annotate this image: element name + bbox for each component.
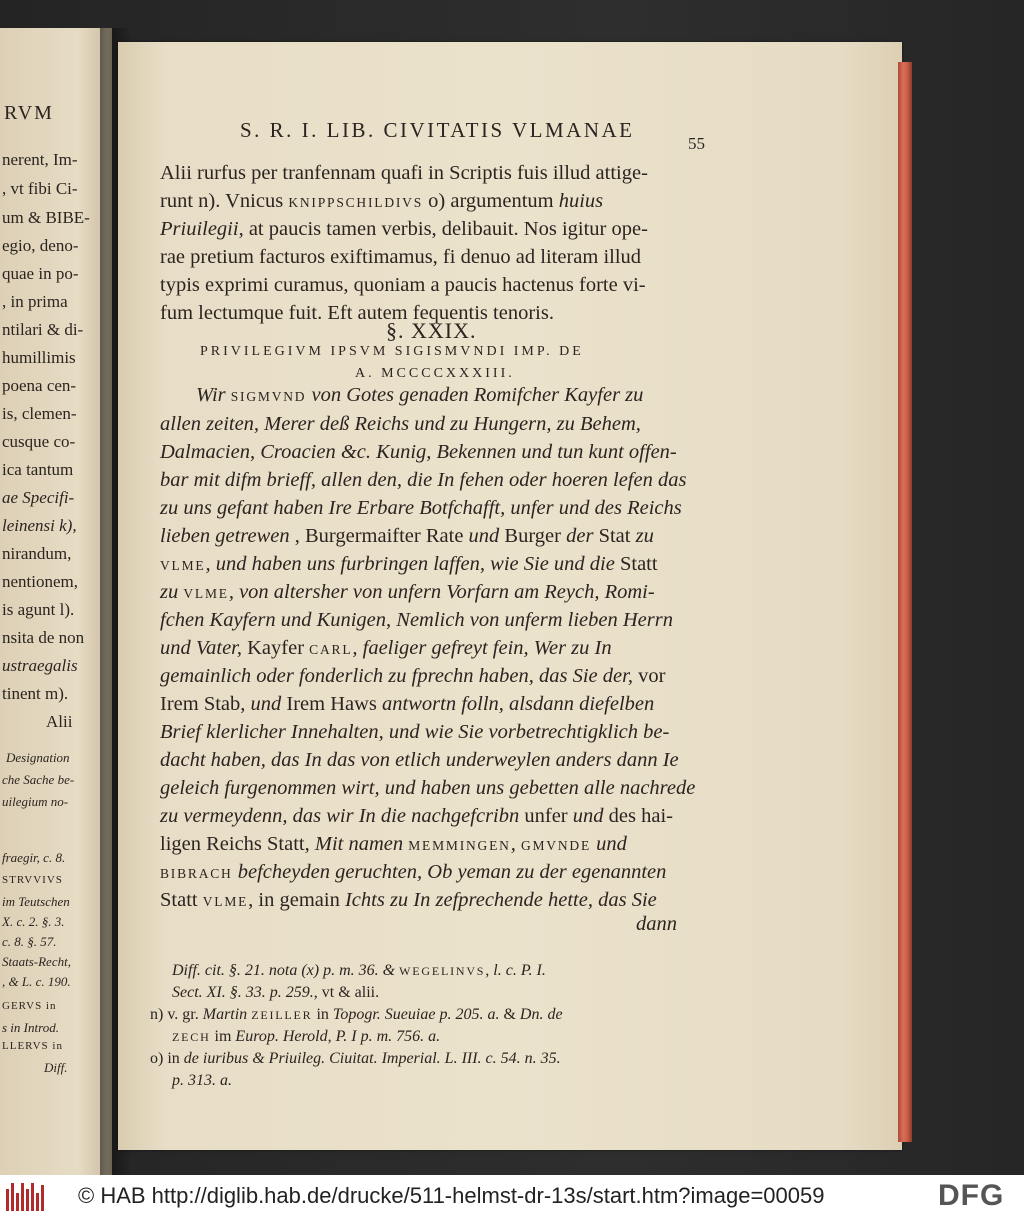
privilege-title: PRIVILEGIVM IPSVM SIGISMVNDI IMP. DE [200,344,584,359]
left-note: fraegir, c. 8. [2,850,66,865]
running-head: S. R. I. LIB. CIVITATIS VLMANAE [240,118,635,142]
text-line: rae pretium facturos exiftimamus, fi denuo ad literam illud [160,246,642,268]
left-line: , in prima [2,292,68,311]
left-line: humillimis [2,348,76,367]
left-line: is, clemen- [2,404,77,423]
catchword: dann [636,913,677,935]
dfg-logo: DFG [938,1179,1005,1212]
text-line: Priuilegii, at paucis tamen verbis, delibauit. Nos igitur ope- [160,218,648,240]
text-line: ligen Reichs Statt, Mit namen MEMMINGEN, GMVNDE und [160,833,627,855]
left-note: , & L. c. 190. [2,974,71,989]
text-line: bar mit difm brieff, allen den, die In fehen oder hoeren lefen das [160,469,687,491]
text-line: Alii rurfus per tranfennam quafi in Scriptis fuis illud attige- [160,162,648,184]
left-line: ae Specifi- [2,488,75,507]
left-note: GERVS in [2,1000,57,1012]
left-line: leinensi k), [2,516,77,535]
left-note: che Sache be- [2,772,75,787]
left-line: Alii [46,712,73,731]
left-line: cusque co- [2,432,76,451]
text-line: Dalmacien, Croacien &c. Kunig, Bekennen und tun kunt offen- [160,441,677,463]
left-line: egio, deno- [2,236,79,255]
text-line: fum lectumque fuit. Eft autem fequentis tenoris. [160,302,554,324]
left-line: nsita de non [2,628,85,647]
text-line: BIBRACH befcheyden geruchten, Ob yeman zu der egenannten [160,861,667,883]
left-note: STRVVIVS [2,874,63,886]
text-line: zu VLME, von altersher von unfern Vorfarn am Reych, Romi- [160,581,655,603]
left-line: poena cen- [2,376,77,395]
text-line: allen zeiten, Merer deß Reichs und zu Hungern, zu Behem, [160,413,641,435]
text-line: Brief klerlicher Innehalten, und wie Sie vorbetrechtigklich be- [160,721,670,743]
left-line: um & BIBE- [2,208,90,227]
footnote-line: n) v. gr. Martin ZEILLER in Topogr. Sueuiae p. 205. a. & Dn. de [150,1006,563,1023]
page-number: 55 [688,134,705,153]
left-note: Staats-Recht, [2,954,71,969]
hab-logo-icon [6,1181,48,1211]
left-line: nirandum, [2,544,72,563]
left-note: Designation [6,750,70,765]
left-line: nentionem, [2,572,79,591]
left-note: LLERVS in [2,1040,63,1052]
text-line: dacht haben, das In das von etlich underweylen anders dann Ie [160,749,679,771]
text-line: Statt VLME, in gemain Ichts zu In zefprechende hette, das Sie [160,889,657,911]
text-line: gemainlich oder fonderlich zu fprechn haben, das Sie der, vor [160,665,666,687]
text-line: zu vermeydenn, das wir In die nachgefcribn unfer und des hai- [160,805,673,827]
text-line: Wir SIGMVND von Gotes genaden Romifcher Kayfer zu [196,384,644,406]
section-heading: §. XXIX. [386,318,477,343]
left-note: X. c. 2. §. 3. [2,914,65,929]
left-page [0,28,112,1178]
left-line: nerent, Im- [2,150,78,169]
footnote-line: Diff. cit. §. 21. nota (x) p. m. 36. & WEGELINVS, l. c. P. I. [172,962,546,979]
left-page-header: RVM [4,102,54,124]
left-line: tinent m). [2,684,69,703]
left-line: quae in po- [2,264,79,283]
footnote-line: ZECH im Europ. Herold, P. I p. m. 756. a. [172,1028,441,1045]
left-note: s in Introd. [2,1020,59,1035]
footnote-line: p. 313. a. [172,1072,232,1089]
copyright-link[interactable]: © HAB http://diglib.hab.de/drucke/511-helmst-dr-13s/start.htm?image=00059 [78,1183,825,1208]
footnote-line: o) in de iuribus & Priuileg. Ciuitat. Imperial. L. III. c. 54. n. 35. [150,1050,561,1067]
privilege-date: A. MCCCCXXXIII. [355,366,515,381]
text-line: runt n). Vnicus KNIPPSCHILDIVS o) argumentum huius [160,190,604,212]
left-note: im Teutschen [2,894,70,909]
text-line: VLME, und haben uns furbringen laffen, wie Sie und die Statt [160,553,658,575]
viewer-footer [0,1175,1024,1216]
text-line: und Vater, Kayfer CARL, faeliger gefreyt fein, Wer zu In [160,637,612,659]
text-line: typis exprimi curamus, quoniam a paucis hactenus forte vi- [160,274,646,296]
left-line: ica tantum [2,460,74,479]
red-page-edge [898,62,912,1142]
text-line: zu uns gefant haben Ire Erbare Botfchafft, unfer und des Reichs [160,497,682,519]
text-line: lieben getrewen , Burgermaifter Rate und Burger der Stat zu [160,525,654,547]
left-note: uilegium no- [2,794,69,809]
text-line: geleich furgenommen wirt, und haben uns gebetten alle nachrede [160,777,696,799]
text-line: fchen Kayfern und Kunigen, Nemlich von unferm lieben Herrn [160,609,673,631]
left-note: Diff. [44,1060,68,1075]
text-line: Irem Stab, und Irem Haws antwortn folln, alsdann diefelben [160,693,655,715]
left-line: ntilari & di- [2,320,84,339]
left-line: is agunt l). [2,600,75,619]
left-note: c. 8. §. 57. [2,934,57,949]
footnote-line: Sect. XI. §. 33. p. 259., vt & alii. [172,984,380,1001]
left-line: , vt fibi Ci- [2,179,78,198]
left-line: ustraegalis [2,656,78,675]
